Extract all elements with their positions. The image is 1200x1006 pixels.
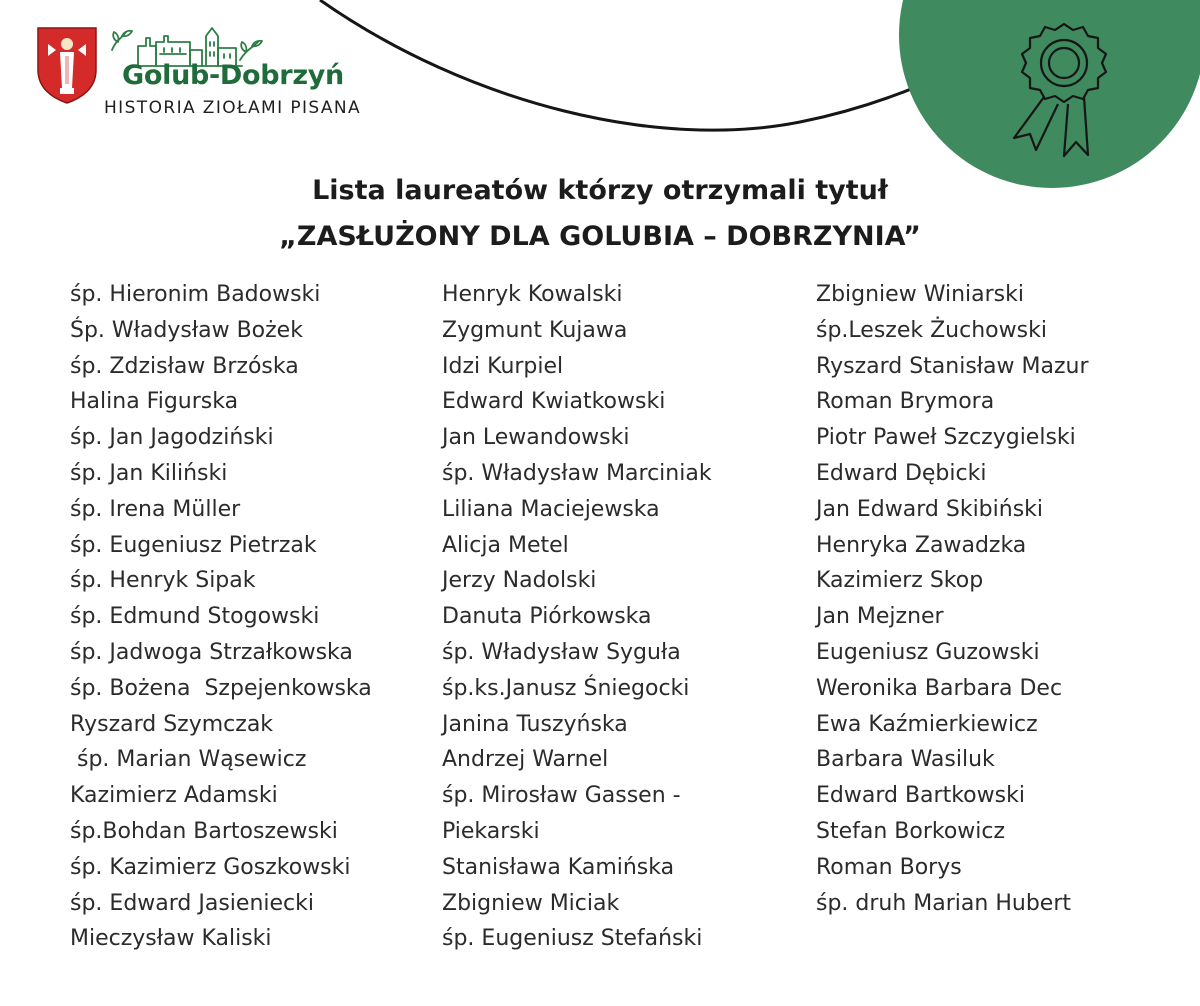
laureate-name: Idzi Kurpiel [442,353,564,379]
laureate-name: Kazimierz Adamski [70,783,278,809]
laureate-name: Śp. Władysław Bożek [70,317,303,343]
laureate-name: Kazimierz Skop [816,568,984,594]
title-line-2: „ZASŁUŻONY DLA GOLUBIA – DOBRZYNIA” [279,221,921,252]
laureate-name: Jan Mejzner [816,604,944,630]
laureate-name: Ewa Kaźmierkiewicz [816,711,1038,737]
laureate-name: Jan Lewandowski [442,425,630,451]
city-tagline: HISTORIA ZIOŁAMI PISANA [104,98,362,118]
laureate-name: śp. Bożena Szpejenkowska [70,675,372,701]
laureate-name: śp. Eugeniusz Stefański [442,926,703,952]
laureate-name: śp.Leszek Żuchowski [816,317,1047,343]
laureate-name: śp.Bohdan Bartoszewski [70,818,338,844]
laureate-name: Piotr Paweł Szczygielski [816,425,1076,451]
city-logo [36,20,376,130]
laureates-column-2 [442,277,712,957]
laureate-name: Ryszard Szymczak [70,711,274,737]
city-name: Golub-Dobrzyń [122,60,344,91]
laureate-name: śp. Władysław Marciniak [442,460,712,486]
laureate-name: Edward Dębicki [816,460,987,486]
laureate-name: Henryka Zawadzka [816,532,1027,558]
laureate-name: śp. Eugeniusz Pietrzak [70,532,317,558]
laureate-name: Roman Borys [816,854,962,880]
laureate-name: Stanisława Kamińska [442,854,675,880]
laureate-name: Mieczysław Kaliski [70,926,272,952]
laureate-name: Jan Edward Skibiński [816,496,1044,522]
laureate-name: Danuta Piórkowska [442,604,652,630]
laureate-name: śp. Jadwoga Strzałkowska [70,639,353,665]
laureate-name: Roman Brymora [816,389,995,415]
laureate-name: śp.ks.Janusz Śniegocki [442,675,690,701]
laureate-name: Liliana Maciejewska [442,496,660,522]
laureate-name: śp. Edmund Stogowski [70,604,320,630]
laureate-name: śp. Kazimierz Goszkowski [70,854,351,880]
laureate-name: Eugeniusz Guzowski [816,639,1040,665]
laureate-name: śp. Zdzisław Brzóska [70,353,299,379]
laureate-name: Andrzej Warnel [442,747,609,773]
laureates-column-1 [70,277,372,957]
laureate-name: Stefan Borkowicz [816,818,1006,844]
page-title [0,168,1200,260]
laureate-name: śp. Edward Jasieniecki [70,890,314,916]
laureates-column-3 [816,277,1089,921]
city-crest-icon [36,26,98,104]
laureate-name: Piekarski [442,818,540,844]
title-line-1: Lista laureatów którzy otrzymali tytuł [312,175,888,206]
laureate-name: Barbara Wasiluk [816,747,995,773]
laureate-name: śp. Władysław Syguła [442,639,681,665]
laureate-name: Jerzy Nadolski [442,568,597,594]
laureate-name: Henryk Kowalski [442,282,623,307]
laureate-name: Edward Kwiatkowski [442,389,666,415]
laureate-name: Zbigniew Winiarski [816,282,1024,307]
laureate-name: śp. Irena Müller [70,496,241,522]
laureate-name: Ryszard Stanisław Mazur [816,353,1089,379]
laureate-name: Halina Figurska [70,389,239,415]
laureate-name: Weronika Barbara Dec [816,675,1063,701]
laureate-name: śp. Hieronim Badowski [70,282,321,307]
laureate-name: Edward Bartkowski [816,783,1025,809]
laureate-name: śp. Jan Jagodziński [70,425,274,451]
laureate-name: Alicja Metel [442,532,569,558]
laureate-name: śp. Mirosław Gassen - [442,783,681,809]
laureate-name: śp. druh Marian Hubert [816,890,1071,916]
laureate-name: śp. Jan Kiliński [70,460,228,486]
laureate-name: Zbigniew Miciak [442,890,620,916]
laureate-name: śp. Henryk Sipak [70,568,256,594]
laureate-name: śp. Marian Wąsewicz [70,747,307,773]
laureate-name: Zygmunt Kujawa [442,317,628,343]
laureate-name: Janina Tuszyńska [442,711,628,737]
